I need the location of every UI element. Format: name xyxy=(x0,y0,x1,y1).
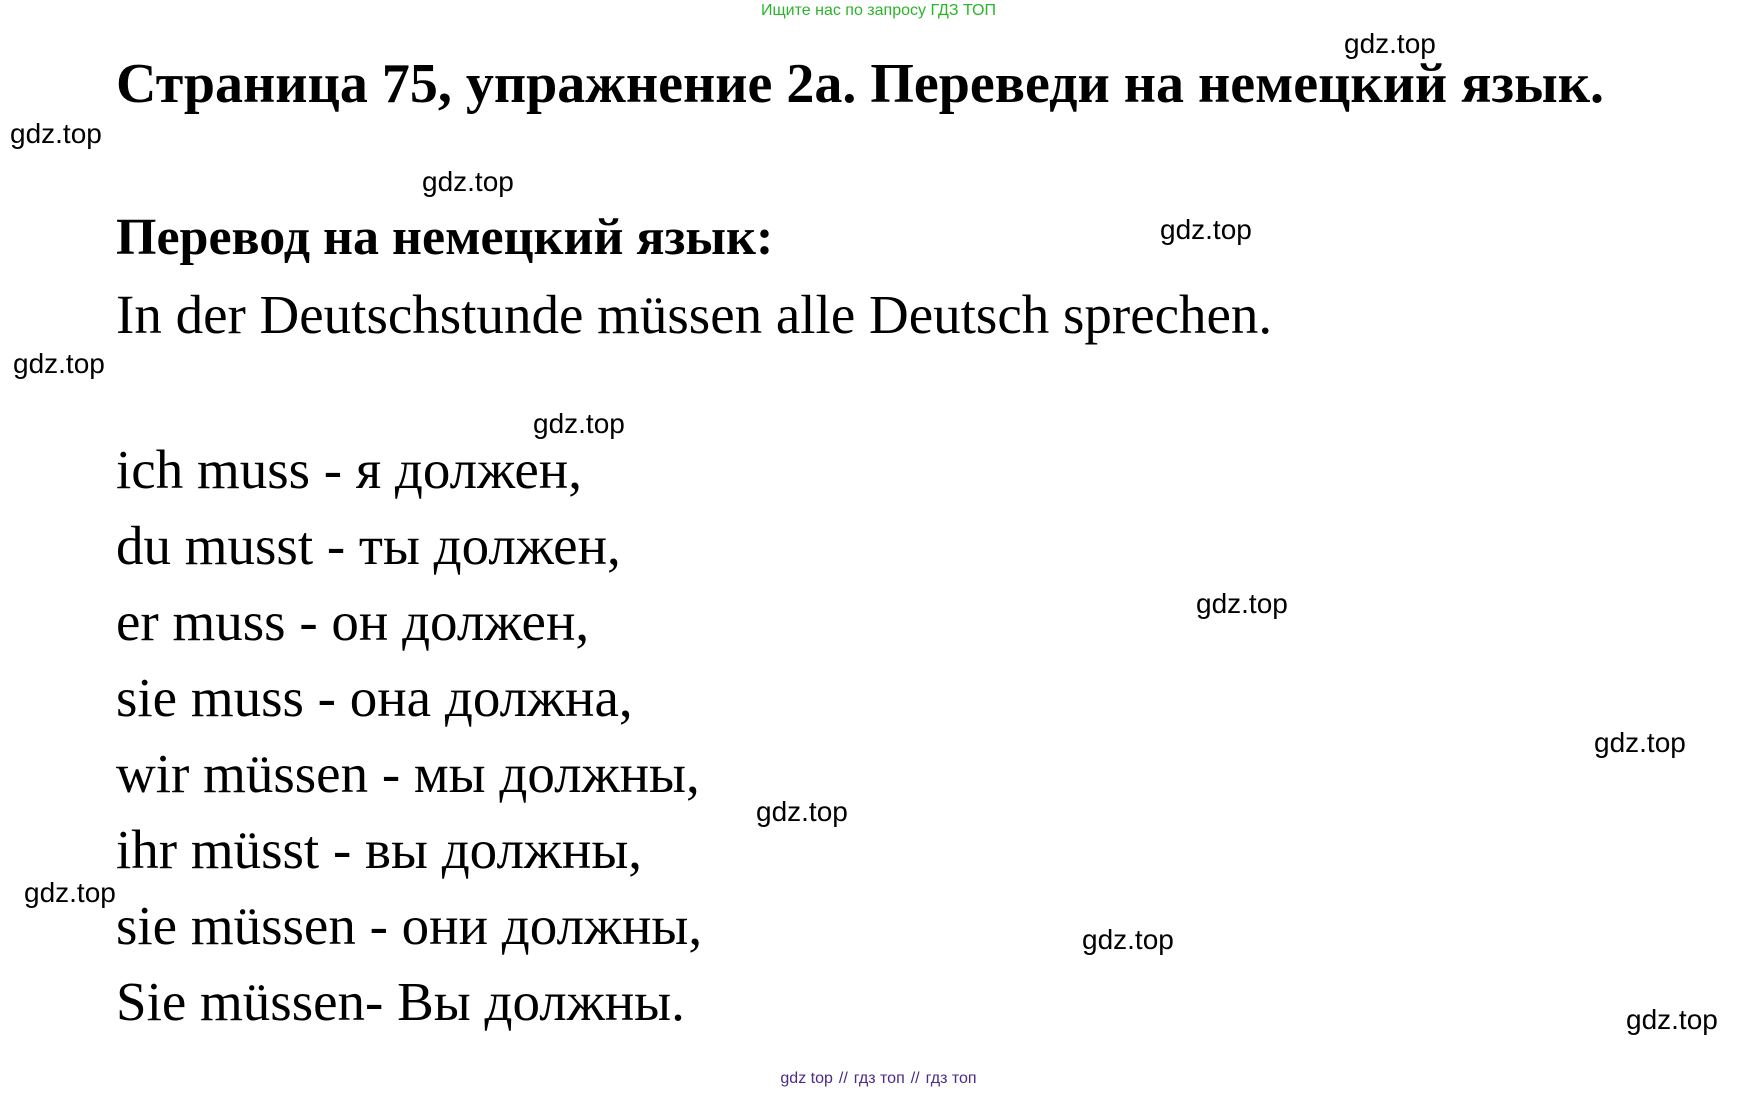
watermark: gdz.top xyxy=(1160,214,1252,245)
conjugation-line: er muss - он должен, xyxy=(116,591,590,652)
watermark: gdz.top xyxy=(1344,28,1436,59)
watermark: gdz.top xyxy=(1626,1004,1718,1035)
watermark: gdz.top xyxy=(1196,588,1288,619)
conjugation-line: ich muss - я должен, xyxy=(116,439,582,500)
top-search-link[interactable]: Ищите нас по запросу ГДЗ ТОП xyxy=(761,2,996,19)
watermark: gdz.top xyxy=(1082,924,1174,955)
page-title: Страница 75, упражнение 2а. Переведи на немецкий язык. xyxy=(116,53,1604,115)
footer-link[interactable]: гдз топ xyxy=(925,1070,977,1087)
footer-separator: // xyxy=(910,1070,920,1087)
translation-sentence: In der Deutschstunde müssen alle Deutsch sprechen. xyxy=(116,284,1273,345)
watermark: gdz.top xyxy=(1594,727,1686,758)
conjugation-line: wir müssen - мы должны, xyxy=(116,743,700,804)
conjugation-line: ihr müsst - вы должны, xyxy=(116,819,643,880)
watermark: gdz.top xyxy=(756,796,848,827)
section-subtitle: Перевод на немецкий язык: xyxy=(116,209,774,266)
watermark: gdz.top xyxy=(13,348,105,379)
conjugation-line: sie muss - она должна, xyxy=(116,667,633,728)
watermark: gdz.top xyxy=(422,166,514,197)
watermark: gdz.top xyxy=(533,408,625,439)
conjugation-line: Sie müssen- Вы должны. xyxy=(116,971,685,1032)
footer-link[interactable]: гдз топ xyxy=(853,1070,905,1087)
conjugation-line: sie müssen - они должны, xyxy=(116,895,703,956)
conjugation-line: du musst - ты должен, xyxy=(116,515,621,576)
footer-link[interactable]: gdz top xyxy=(780,1070,833,1087)
watermark: gdz.top xyxy=(24,877,116,908)
footer-separator: // xyxy=(838,1070,848,1087)
watermark: gdz.top xyxy=(10,118,102,149)
footer-links xyxy=(0,1070,1757,1088)
